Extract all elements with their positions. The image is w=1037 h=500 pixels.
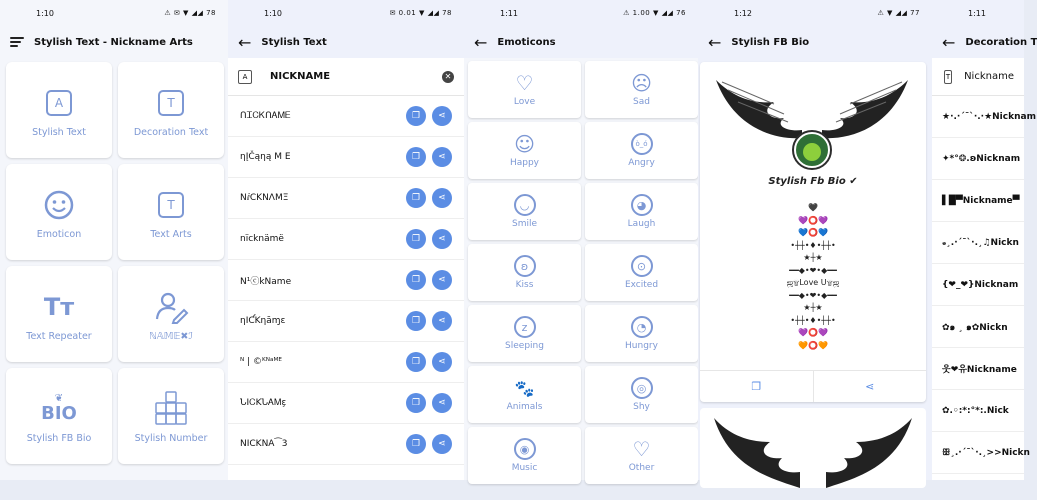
- letter-a-icon: A: [46, 90, 72, 116]
- share-icon[interactable]: ⋖: [432, 311, 452, 331]
- list-item: [228, 260, 464, 301]
- tile-emoticon[interactable]: [6, 164, 112, 260]
- screen-title: Emoticons: [497, 36, 556, 48]
- category-smile[interactable]: [468, 183, 581, 240]
- category-label: Music: [511, 463, 538, 473]
- category-music[interactable]: [468, 427, 581, 484]
- category-angry[interactable]: [585, 122, 698, 179]
- category-label: Kiss: [515, 280, 534, 290]
- kiss-face-icon: ʚ: [514, 255, 536, 277]
- share-icon[interactable]: ⋖: [432, 393, 452, 413]
- share-icon[interactable]: ⋖: [432, 229, 452, 249]
- list-item: [228, 96, 464, 137]
- bio-actions: [700, 370, 926, 402]
- back-arrow-icon[interactable]: ←: [474, 32, 488, 52]
- styled-text: ՈᏆᏟᏦՈᎪᎷᎬ: [240, 111, 291, 121]
- text-size-icon: Tт: [43, 292, 75, 321]
- list-item: [228, 301, 464, 342]
- copy-icon[interactable]: ❐: [406, 434, 426, 454]
- status-icons: ⚠ ✉ ▼ ◢◢ 78: [164, 9, 216, 17]
- screen-title: Decoration T: [965, 36, 1037, 48]
- excited-face-icon: ⊙: [631, 255, 653, 277]
- deco-line: 🖤: [808, 203, 818, 212]
- list-item[interactable]: ★·.·´¯`·.·★Nicknam: [932, 96, 1024, 138]
- list-item: [228, 342, 464, 383]
- category-label: Laugh: [627, 219, 656, 229]
- styled-text: ηĮČąηą M E: [240, 152, 291, 162]
- styled-text: ᴺ | ©ᴷᴺᵃᴹᴱ: [240, 357, 282, 367]
- sleeping-face-icon: z: [514, 316, 536, 338]
- app-bar: [0, 26, 228, 58]
- tile-label: Emoticon: [36, 228, 82, 240]
- number-grid-icon: [153, 391, 189, 427]
- category-label: Smile: [511, 219, 538, 229]
- list-item[interactable]: 웃❤유Nickname: [932, 348, 1024, 390]
- keyboard-icon: T: [944, 70, 952, 84]
- list-item[interactable]: ✿๑ ¸ ๑✿Nickn: [932, 306, 1024, 348]
- status-bar: [698, 0, 932, 26]
- angry-face-icon: ò_ó: [631, 133, 653, 155]
- status-time: 1:11: [500, 8, 518, 18]
- emoticon-category-grid: [464, 58, 698, 487]
- list-item: [228, 383, 464, 424]
- category-label: Love: [513, 97, 536, 107]
- copy-icon[interactable]: ❐: [406, 352, 426, 372]
- tile-text-arts[interactable]: [118, 164, 224, 260]
- deco-line: •┼┼•♦•┼┼•: [790, 240, 836, 250]
- emoticons-screen: [464, 0, 698, 480]
- shy-face-icon: ◎: [631, 377, 653, 399]
- share-icon[interactable]: ⋖: [432, 106, 452, 126]
- app-bar: [464, 26, 698, 58]
- leaf-icon: ❦: [54, 392, 64, 404]
- category-sleeping[interactable]: [468, 305, 581, 362]
- smiley-icon: [43, 189, 75, 221]
- fb-bio-screen: [698, 0, 932, 480]
- styled-text: N¹ⓒkName: [240, 276, 292, 287]
- copy-icon[interactable]: ❐: [406, 147, 426, 167]
- tile-stylish-number[interactable]: [118, 368, 224, 464]
- bio-decoration: [700, 202, 926, 352]
- status-time: 1:10: [36, 8, 54, 18]
- status-icons: ⚠ ▼ ◢◢ 77: [877, 9, 920, 17]
- tile-label: ℕ𝔸𝕄𝔼✖ℐ: [149, 330, 193, 342]
- category-hungry[interactable]: [585, 305, 698, 362]
- app-bar: [932, 26, 1037, 58]
- status-bar: [228, 0, 464, 26]
- list-item[interactable]: ✿.◦:*:°*:.Nick: [932, 390, 1024, 432]
- status-time: 1:11: [968, 8, 986, 18]
- list-item: [228, 178, 464, 219]
- list-item: [228, 137, 464, 178]
- share-icon[interactable]: ⋖: [432, 352, 452, 372]
- text-input-bar: [932, 58, 1024, 96]
- list-item[interactable]: ✦*°❂.ʚNicknam: [932, 138, 1024, 180]
- deco-line: ━━◆•❤•◆━━: [789, 290, 837, 300]
- screen-title: Stylish FB Bio: [731, 36, 810, 48]
- wings-image: [714, 68, 910, 168]
- deco-line: •┼┼•♦•┼┼•: [790, 315, 836, 325]
- text-input-bar: [228, 58, 464, 96]
- app-bar: [228, 26, 464, 58]
- tile-label: Stylish Text: [32, 126, 86, 138]
- back-arrow-icon[interactable]: ←: [942, 32, 956, 52]
- copy-icon[interactable]: ❐: [700, 371, 814, 402]
- copy-icon[interactable]: ❐: [406, 229, 426, 249]
- bio-name: Stylish Fb Bio ✔: [768, 176, 858, 187]
- share-icon[interactable]: ⋖: [432, 147, 452, 167]
- list-item[interactable]: {❤_❤}Nicknam: [932, 264, 1024, 306]
- category-other[interactable]: [585, 427, 698, 484]
- share-icon[interactable]: ⋖: [432, 270, 452, 290]
- status-bar: [932, 0, 1024, 26]
- happy-face-icon: ☺: [514, 132, 535, 156]
- back-arrow-icon[interactable]: ←: [708, 32, 722, 52]
- status-time: 1:10: [264, 8, 282, 18]
- wings-image: [700, 408, 926, 488]
- deco-line: 🧡⭕🧡: [798, 340, 828, 350]
- tile-label: Decoration Text: [133, 126, 209, 138]
- tile-label: Text Arts: [150, 228, 192, 240]
- bio-card: [700, 62, 926, 402]
- text-input[interactable]: NICKNAME: [270, 71, 331, 82]
- bio-icon: BIO: [41, 402, 77, 424]
- heart-outline-icon: ♡: [632, 437, 651, 461]
- styled-text: ՆIᏟKՆᎪᎷɛ̧: [240, 398, 287, 408]
- heart-icon: ♡: [515, 71, 534, 95]
- paw-icon: 🐾: [514, 378, 535, 398]
- styled-text: NICKNA⁀3: [240, 439, 288, 449]
- category-animals[interactable]: [468, 366, 581, 423]
- status-icons: ✉ 0.01 ▼ ◢◢ 78: [389, 9, 452, 17]
- home-screen: [0, 0, 228, 480]
- category-label: Animals: [506, 402, 543, 412]
- category-happy[interactable]: [468, 122, 581, 179]
- category-label: Happy: [509, 158, 540, 168]
- category-label: Excited: [624, 280, 659, 290]
- status-bar: [0, 0, 228, 26]
- copy-icon[interactable]: ❐: [406, 393, 426, 413]
- category-sad[interactable]: [585, 61, 698, 118]
- copy-icon[interactable]: ❐: [406, 270, 426, 290]
- deco-line: 💙⭕💙: [798, 228, 828, 237]
- sad-face-icon: ☹: [631, 71, 652, 95]
- laugh-face-icon: ◕: [631, 194, 653, 216]
- category-excited[interactable]: [585, 244, 698, 301]
- list-item[interactable]: ₔ¸.·´¯`·.¸♫Nickn: [932, 222, 1024, 264]
- disc-icon: ◉: [514, 438, 536, 460]
- list-item[interactable]: ▌█▀Nickname▀: [932, 180, 1024, 222]
- letter-t-icon: T: [158, 192, 184, 218]
- category-shy[interactable]: [585, 366, 698, 423]
- deco-line: 💜⭕💜: [798, 215, 828, 225]
- copy-icon[interactable]: ❐: [406, 188, 426, 208]
- category-label: Sleeping: [505, 341, 544, 351]
- category-label: Angry: [628, 158, 655, 168]
- copy-icon[interactable]: ❐: [406, 311, 426, 331]
- decorated-text-list: [932, 96, 1036, 474]
- smile-face-icon: ◡: [514, 194, 536, 216]
- hungry-face-icon: ◔: [631, 316, 653, 338]
- screen-title: Stylish Text: [261, 36, 327, 48]
- category-label: Other: [628, 463, 655, 473]
- stylish-text-screen: [228, 0, 464, 480]
- bio-card-next: [700, 408, 926, 488]
- deco-line: ★┼★: [803, 253, 823, 262]
- deco-line: ★┼★: [803, 303, 823, 312]
- share-icon[interactable]: ⋖: [432, 188, 452, 208]
- deco-line: ஜ۩Love U۩ஜ: [786, 278, 840, 287]
- keyboard-icon: A: [238, 70, 252, 84]
- share-icon[interactable]: ⋖: [865, 380, 875, 393]
- clear-icon[interactable]: ✕: [442, 71, 454, 83]
- menu-icon[interactable]: [10, 37, 24, 47]
- list-item: [228, 424, 464, 465]
- deco-line: 💜⭕💜: [798, 328, 828, 337]
- styled-text: ηIƇKηāɱɛ: [240, 316, 286, 326]
- feature-grid: [0, 58, 228, 468]
- status-icons: ⚠ 1.00 ▼ ◢◢ 76: [623, 9, 686, 17]
- text-input[interactable]: Nickname: [964, 71, 1014, 82]
- tile-stylish-text[interactable]: [6, 62, 112, 158]
- tile-label: Stylish FB Bio: [26, 432, 92, 444]
- back-arrow-icon[interactable]: ←: [238, 32, 252, 52]
- category-love[interactable]: [468, 61, 581, 118]
- tile-decoration-text[interactable]: [118, 62, 224, 158]
- category-label: Sad: [633, 97, 650, 107]
- tile-label: Stylish Number: [134, 432, 208, 444]
- category-kiss[interactable]: [468, 244, 581, 301]
- tile-name-art[interactable]: [118, 266, 224, 362]
- app-title: Stylish Text - Nickname Arts: [34, 36, 193, 48]
- decoration-text-screen: [932, 0, 1037, 480]
- category-label: Hungry: [625, 341, 658, 351]
- styled-text: nïcknämë: [240, 234, 284, 244]
- app-bar: [698, 26, 932, 58]
- deco-line: ━━◆•❤•◆━━: [789, 265, 837, 275]
- list-item: [228, 219, 464, 260]
- tile-stylish-fb-bio[interactable]: [6, 368, 112, 464]
- status-time: 1:12: [734, 8, 752, 18]
- letter-t-icon: T: [158, 90, 184, 116]
- tile-text-repeater[interactable]: [6, 266, 112, 362]
- copy-icon[interactable]: ❐: [406, 106, 426, 126]
- share-icon[interactable]: ⋖: [432, 434, 452, 454]
- category-laugh[interactable]: [585, 183, 698, 240]
- list-item[interactable]: ꕥ¸.·´¯`·.¸>>Nickn: [932, 432, 1024, 474]
- tile-label: Text Repeater: [26, 330, 92, 342]
- styled-text: NⅈCKNΛⅯΞ: [240, 193, 289, 203]
- category-label: Shy: [633, 402, 650, 412]
- status-bar: [464, 0, 698, 26]
- styled-text-list: [228, 96, 464, 465]
- user-edit-icon: [154, 290, 188, 324]
